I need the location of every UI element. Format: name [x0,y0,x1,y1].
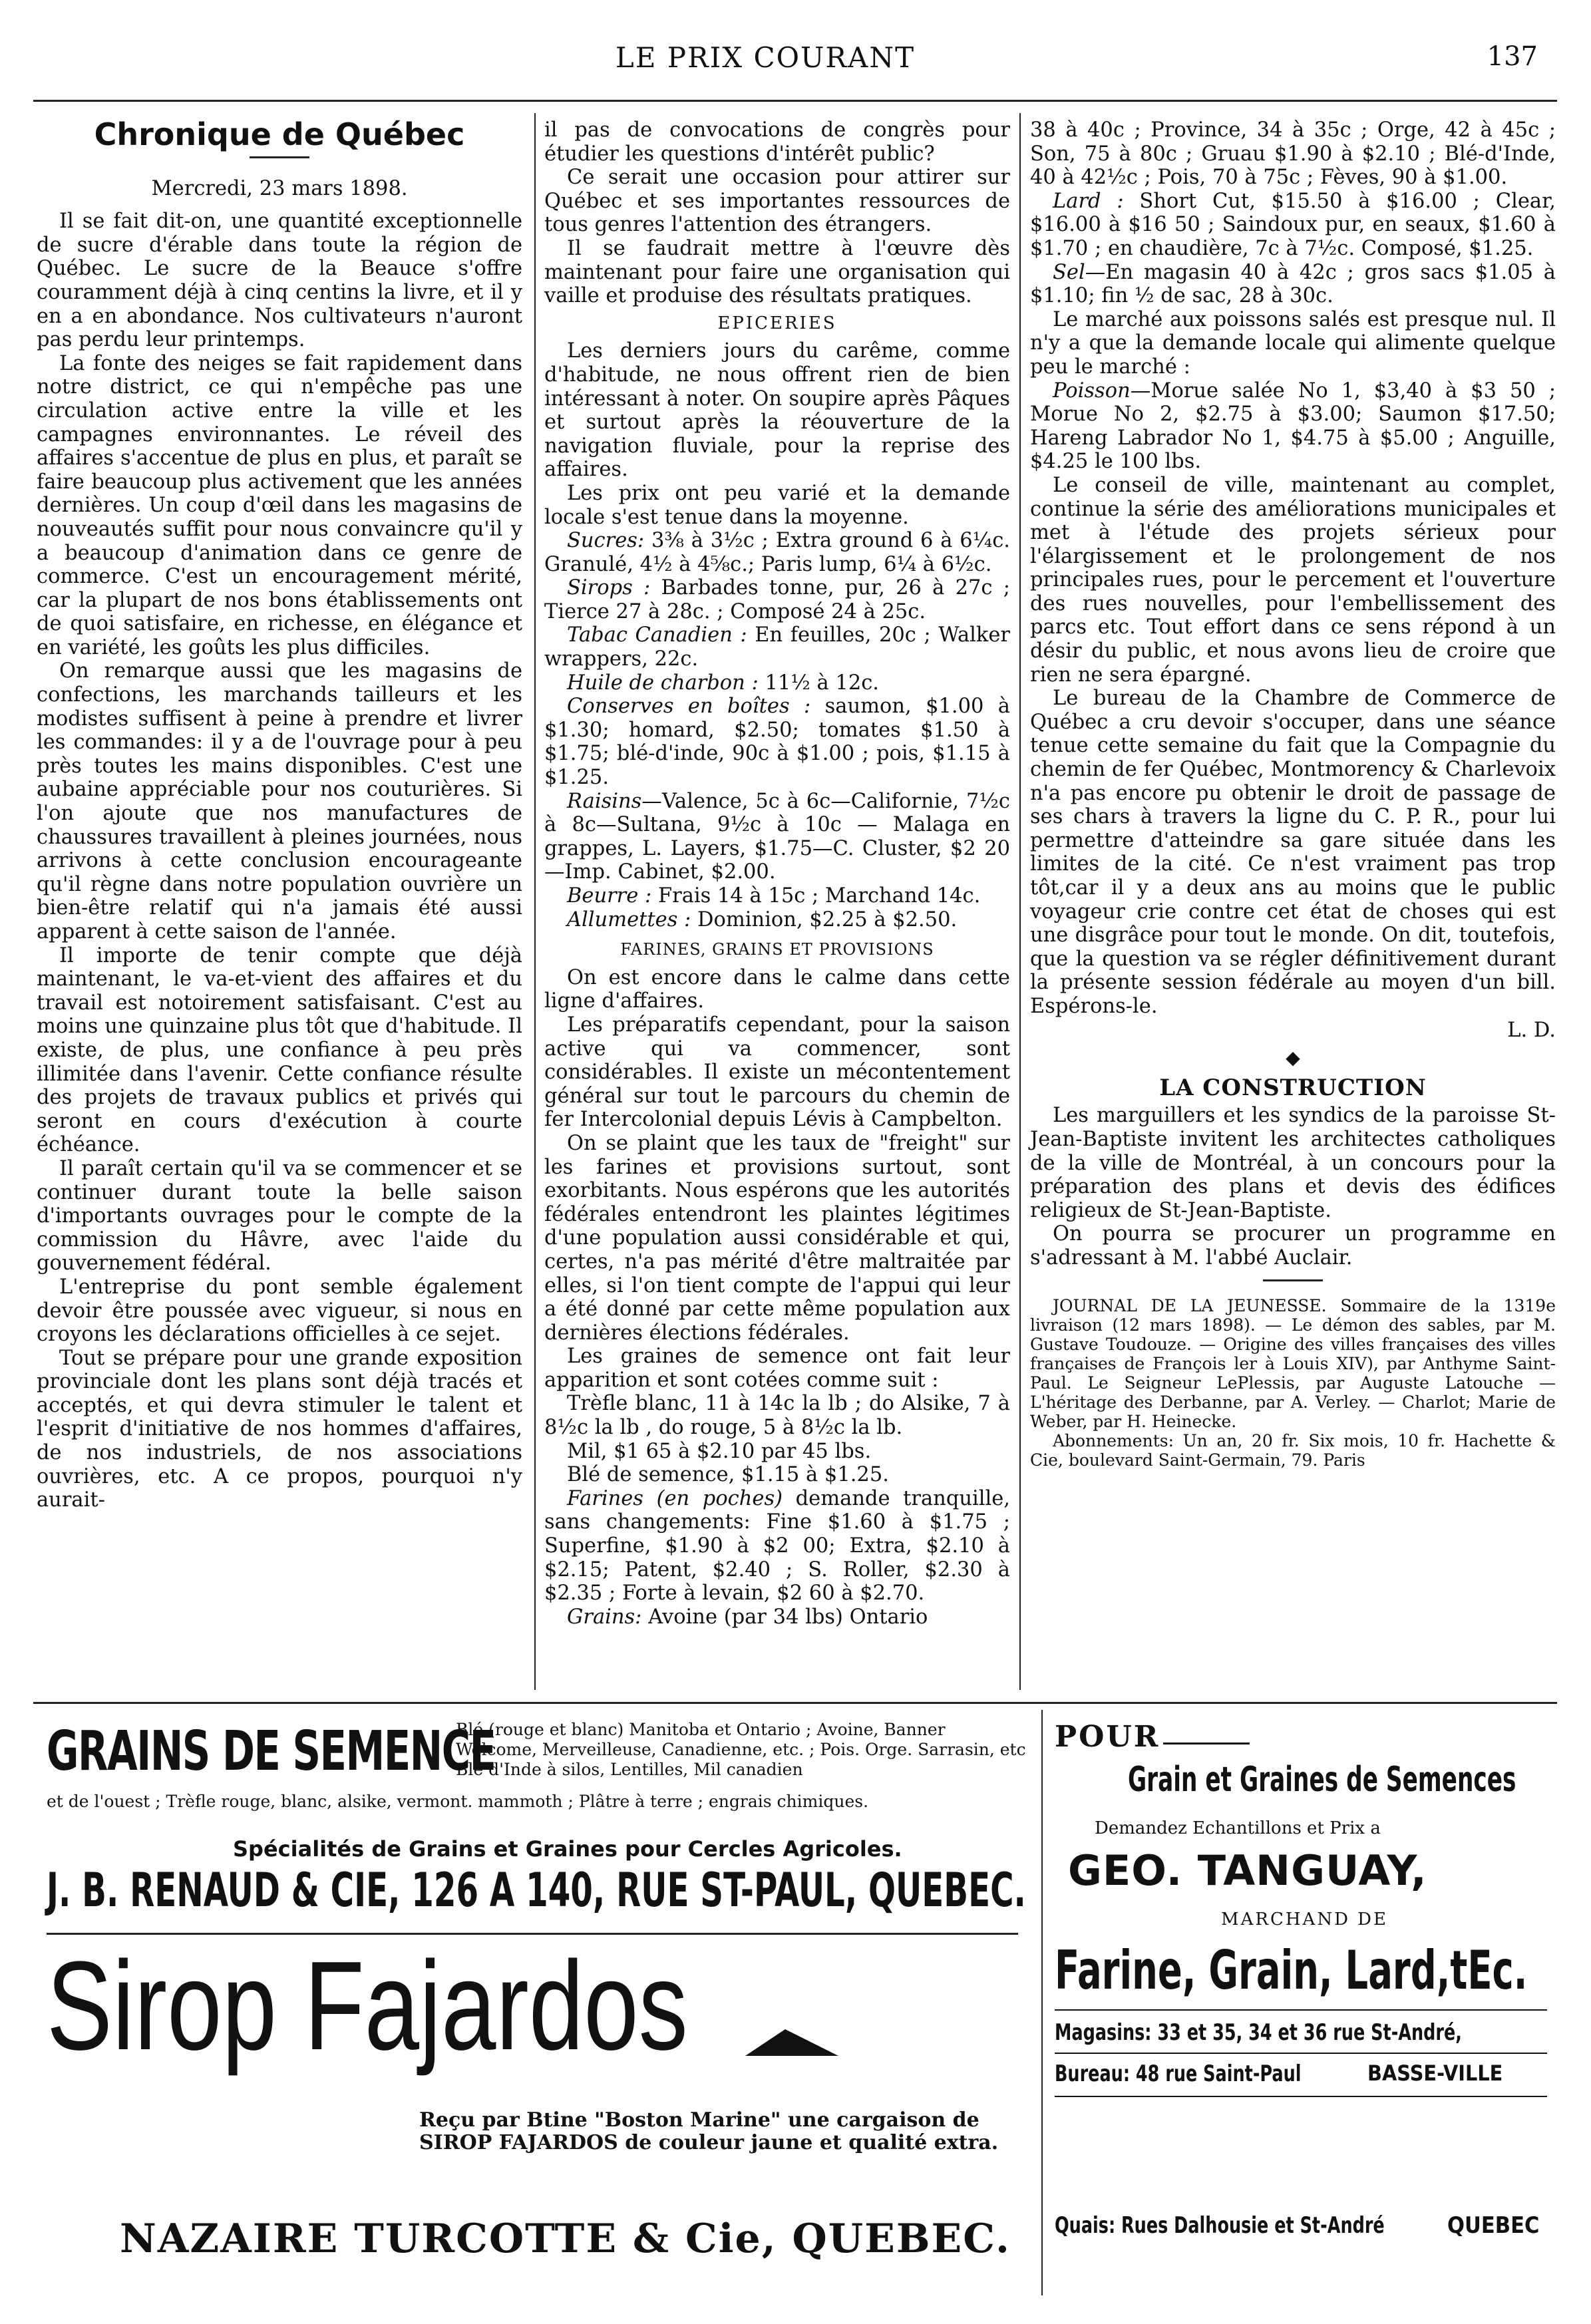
price-entry [1030,379,1556,474]
price-text: Morue salée No 1, $3,40 à $3 50 ; Morue No 2, $2.75 à $3.00; Saumon $17.50; Hareng Labrador No 1, $4.75 à $5.00 ; Anguille, $4.25 le 100 lbs. [1030,379,1556,474]
paragraph: Il paraît certain qu'il va se commencer et se continuer durant toute la belle saison d'importants ouvrages pour le compte de la commission du Hâvre, avec l'aide du gouvernement fédéral. [37,1156,522,1275]
price-label: Farines (en poches) [567,1486,783,1510]
ads-rule [33,1702,1557,1704]
price-text: Dominion, $2.25 à $2.50. [697,908,958,931]
paragraph: il pas de convocations de congrès pour étudier les questions d'intérêt public? [544,118,1010,166]
ad-magasins: Magasins: 33 et 35, 34 et 36 rue St-André, [1055,2019,1462,2046]
price-label: Grains: [567,1605,642,1629]
paragraph: Les préparatifs cependant, pour la saison active qui va commencer, sont considérables. Il existe un mécontentement général sur tout le parcours du chemin de fer Intercolonial depuis Lévis à Campbelton. [544,1013,1010,1132]
price-entry [544,1605,1010,1629]
paragraph: Les derniers jours du carême, comme d'habitude, ne nous offrent rien de bien intéressant à noter. On soupire après Pâques et surtout après la réouverture de la navigation fluviale, pour la reprise des affaires. [544,339,1010,482]
ad-description: Reçu par Btine "Boston Marine" une cargaison de SIROP FAJARDOS de couleur jaune et qualité extra. [419,2108,999,2154]
price-entry [544,671,1010,695]
ad-box [1055,2009,1547,2011]
price-entry [544,576,1010,623]
paragraph: On est encore dans le calme dans cette ligne d'affaires. [544,965,1010,1013]
paragraph: On se plaint que les taux de "freight" sur les farines et provisions surtout, sont exorbitants. Nous espérons que les autorités fédérales entendront les plaintes légitimes d'une population aussi considérable et qui, certes, n'a pas mérité d'être maltraitée par elles, si l'on tient compte de l'appui qui leur a été donné par cette même population aux dernières élections fédérales. [544,1131,1010,1345]
ad-farine: Farine, Grain, Lard,tEc. [1055,1939,1528,2001]
price-label: Tabac Canadien : [567,623,747,647]
ad-description: et de l'ouest ; Trèfle rouge, blanc, alsike, vermont. mammoth ; Plâtre à terre ; engrais chimiques. [47,1792,869,1811]
price-label: Sirops : [567,576,651,600]
price-text: En feuilles, 20c ; Walker wrappers, 22c. [544,623,1011,671]
price-entry [544,529,1010,576]
signature: L. D. [1507,1018,1556,1042]
page-header-title: LE PRIX COURANT [615,41,916,74]
article-date: Mercredi, 23 mars 1898. [151,176,408,200]
price-entry [544,908,1010,932]
paragraph: Ce serait une occasion pour attirer sur Québec et ses importantes ressources de tous genres l'attention des étrangers. [544,166,1010,237]
ad-demandez: Demandez Echantillons et Prix a [1095,1818,1381,1838]
divider [1263,1279,1323,1281]
paragraph: On pourra se procurer un programme en s'adressant à M. l'abbé Auclair. [1030,1222,1556,1269]
divider [250,156,309,158]
header-rule [33,100,1557,102]
ad-tanguay-name: GEO. TANGUAY, [1068,1846,1427,1895]
price-label: Poisson— [1053,379,1151,403]
price-text: Frais 14 à 15c ; Marchand 14c. [658,884,981,908]
price-label: Sel— [1053,260,1106,284]
column-3 [1030,118,1556,1470]
ad-pour-line [1163,1743,1250,1744]
column-separator-left [534,113,536,1690]
paragraph: Mil, $1 65 à $2.10 par 45 lbs. [567,1439,872,1463]
paragraph: La fonte des neiges se fait rapidement dans notre district, ce qui n'empêche pas une circulation active entre la ville et les campagnes environnantes. Le réveil des affaires s'accentue de plus en plus, et paraît se faire beaucoup plus activement que les années dernières. Un coup d'œil dans les magasins de nouveautés suffit pour nous convaincre qu'il y a beaucoup d'animation dans ce genre de commerce. C'est un encouragement mérité, car la plupart de nos bons établissements ont de quoi satisfaire, en richesse, en élégance et en variété, les goûts les plus difficiles. [37,351,522,659]
section-heading-construction: LA CONSTRUCTION [1159,1074,1427,1101]
price-entry [1030,190,1556,261]
paragraph: Les graines de semence ont fait leur apparition et sont cotées comme suit : [544,1345,1010,1392]
price-label: Huile de charbon : [567,671,759,695]
price-entry [1030,261,1556,308]
column-separator-right [1019,113,1021,1690]
ad-turcotte: NAZAIRE TURCOTTE & Cie, QUEBEC. [120,2216,1011,2262]
paragraph: Il se faudrait mettre à l'œuvre dès maintenant pour faire une organisation qui vaille et produise des résultats pratiques. [544,236,1010,308]
paragraph: Il importe de tenir compte que déjà maintenant, le va-et-vient des affaires et du travail est notoirement satisfaisant. C'est au moins une quinzaine plus tôt que d'habitude. Il existe, de plus, une confiance à peu près illimitée dans l'avenir. Cette confiance résulte des projets de travaux publics et privés qui seront en cours d'exécution à courte échéance. [37,943,522,1157]
ornament-icon: ◆ [1286,1047,1300,1069]
arrow-icon [745,2026,838,2059]
ad-description: Blé (rouge et blanc) Manitoba et Ontario ; Avoine, Banner Welcome, Merveilleuse, Canadienne, etc. ; Pois. Orge. Sarrasin, etc Blé d'Inde à silos, Lentilles, Mil canadien [456,1720,1026,1779]
ad-basse-ville: BASSE-VILLE [1367,2061,1503,2086]
ad-sirop-fajardos [47,1935,1031,2192]
ad-pour-label: POUR [1055,1720,1160,1754]
page-number: 137 [1487,41,1538,72]
price-entry [544,623,1010,671]
price-text: saumon, $1.00 à $1.30; homard, $2.50; tomates $1.50 à $1.75; blé-d'inde, 90c à $1.00 ; pois, $1.15 à $1.25. [544,695,1010,790]
journal-subscription: Abonnements: Un an, 20 fr. Six mois, 10 fr. Hachette & Cie, boulevard Saint-Germain, 79. Paris [1030,1430,1556,1470]
price-label: Lard : [1053,189,1124,213]
ad-title: GRAINS DE SEMENCE [47,1720,496,1783]
ad-title: Sirop Fajardos [47,1935,688,2076]
price-label: Allumettes : [567,908,691,931]
price-text: Avoine (par 34 lbs) Ontario [648,1605,928,1629]
journal-notice: JOURNAL DE LA JEUNESSE. Sommaire de la 1319e livraison (12 mars 1898). — Le démon des sables, par M. Gustave Toudouze. — Origine des villes françaises des villes françaises de François ler à Louis XIV), par Anthyme Saint-Paul. Le Seigneur LePlessis, par Auguste Latouche — L'héritage des Derbanne, par A. Verley. — Charlot; Marie de Weber, par H. Heinecke. [1030,1295,1556,1431]
price-text: Barbades tonne, pur, 26 à 27c ; Tierce 27 à 28c. ; Composé 24 à 25c. [544,576,1011,623]
paragraph: Le bureau de la Chambre de Commerce de Québec a cru devoir s'occuper, dans une séance tenue cette semaine du fait que la Compagnie du chemin de fer Québec, Montmorency & Charlevoix n'a pas encore pu obtenir le droit de passage de ses chars à travers la ligne du C. P. R., pour lui permettre d'atteindre sa gare située dans les limites de la cité. Ce n'est vraiment pas trop tôt,car il y a deux ans au moins que le public voyageur crie contre cet état de choses qui est une disgrâce pour tout le monde. On dit, toutefois, que la question va se régler définitivement durant la présente session fédérale au moyen d'un bill. Espérons-le. [1030,687,1556,1018]
price-label: Beurre : [567,884,652,908]
price-entry [544,884,1010,908]
column-2 [544,118,1010,1629]
ad-bureau: Bureau: 48 rue Saint-Paul [1055,2061,1302,2087]
ad-specialites: Spécialités de Grains et Graines pour Cercles Agricoles. [233,1836,902,1862]
ads-separator [1041,1710,1043,2295]
section-heading-chronique: Chronique de Québec [94,116,465,152]
paragraph: 38 à 40c ; Province, 34 à 35c ; Orge, 42 à 45c ; Son, 75 à 80c ; Gruau $1.90 à $2.10 ; Blé-d'Inde, 40 à 42½c ; Pois, 70 à 75c ; Fèves, 90 à $1.00. [1030,118,1556,190]
paragraph: Trèfle blanc, 11 à 14c la lb ; do Alsike, 7 à 8½c la lb , do rouge, 5 à 8½c la lb. [544,1392,1010,1440]
paragraph: Il se fait dit-on, une quantité exceptionnelle de sucre d'érable dans toute la région de Québec. Le sucre de la Beauce s'offre couramment déjà à cinq centins la livre, et il y en a en abondance. Nos cultivateurs n'auront pas perdu leur printemps. [37,210,522,352]
ad-quais: Quais: Rues Dalhousie et St-André [1055,2212,1385,2239]
paragraph: Le conseil de ville, maintenant au complet, continue la série des améliorations municipales et met à l'étude des projets sérieux pour l'élargissement et le prolongement de nos principales rues, pour le percement et l'ouverture des rues nouvelles, pour l'embellissement des parcs etc. Tout effort dans ce sens répond à un désir du public, et nous avons lieu de croire que rien ne sera épargné. [1030,473,1556,687]
price-entry [544,790,1010,884]
paragraph: L'entreprise du pont semble également devoir être poussée avec vigueur, si nous en croyons les déclarations officielles à ce sejet. [37,1275,522,1347]
ad-box [1055,2096,1547,2097]
paragraph: On remarque aussi que les magasins de confections, les marchands tailleurs et les modistes suffisent à peine à prendre et livrer les commandes: il y a de l'ouvrage pour à peu près toutes les mains disponibles. C'est une aubaine appréciable pour nos couturières. Si l'on ajoute que nos manufactures de chaussures travaillent à pleines journées, nous arrivons à cette conclusion encourageante qu'il règne dans notre population ouvrière un bien-être relatif qui n'a jamais été aussi apparent à cette saison de l'année. [37,659,522,943]
price-entry [544,1487,1010,1605]
price-text: 3⅜ à 3½c ; Extra ground 6 à 6¼c. Granulé, 4½ à 4⅝c.; Paris lump, 6¼ à 6½c. [544,529,1010,576]
ad-quebec: QUEBEC [1447,2212,1540,2239]
paragraph: Le marché aux poissons salés est presque nul. Il n'y a que la demande locale qui alimente quelque peu le marché : [1030,307,1556,379]
ad-pour-subtitle: Grain et Graines de Semences [1128,1760,1516,1800]
price-label: Raisins— [567,789,662,813]
price-label: Conserves en boîtes : [567,695,811,719]
ad-tanguay [1055,1720,1547,2305]
ad-box [1055,2053,1547,2054]
price-text: 11½ à 12c. [765,671,880,695]
paragraph: Tout se prépare pour une grande exposition provinciale dont les plans sont déjà tracés et acceptés, et qui devra stimuler le talent et l'esprit d'initiative de nos hommes d'affaires, de nos industriels, de nos associations ouvrières, etc. A ce propos, pourquoi n'y aurait- [37,1346,522,1512]
paragraph: Les marguillers et les syndics de la paroisse St-Jean-Baptiste invitent les architectes catholiques de la ville de Montréal, à un concours pour la préparation des plans et devis des édifices religieux de St-Jean-Baptiste. [1030,1104,1556,1222]
price-text: Short Cut, $15.50 à $16.00 ; Clear, $16.00 à $16 50 ; Saindoux pur, en seaux, $1.60 à $1.70 ; en chaudière, 7c à 7½c. Composé, $1.25. [1030,189,1556,260]
column-1 [37,116,522,1512]
ad-marchand: MARCHAND DE [1221,1909,1389,1929]
paragraph: Blé de semence, $1.15 à $1.25. [567,1463,889,1487]
ad-renaud: J. B. RENAUD & CIE, 126 A 140, RUE ST-PAUL, QUEBEC. [47,1863,1026,1917]
price-label: Sucres: [567,529,645,553]
section-heading-epiceries: EPICERIES [717,313,837,333]
ads-rule [47,1933,1018,1935]
ad-grains-de-semence [47,1720,1031,1886]
ad-pour [1055,1720,1547,1754]
price-text: Valence, 5c à 6c—Californie, 7½c à 8c—Sultana, 9½c à 10c — Malaga en grappes, L. Layers, $1.75—C. Cluster, $2 20—Imp. Cabinet, $2.00. [544,789,1010,884]
section-heading-farines: FARINES, GRAINS ET PROVISIONS [620,940,934,959]
price-text: En magasin 40 à 42c ; gros sacs $1.05 à $1.10; fin ½ de sac, 28 à 30c. [1030,260,1556,308]
price-text: demande tranquille, sans changements: Fine $1.60 à $1.75 ; Superfine, $1.90 à $2 00; Extra, $2.10 à $2.15; Patent, $2.40 ; S. Roller, $2.30 à $2.35 ; Forte à levain, $2 60 à $2.70. [544,1486,1010,1605]
paragraph: Les prix ont peu varié et la demande locale s'est tenue dans la moyenne. [544,481,1010,529]
price-entry [544,695,1010,789]
